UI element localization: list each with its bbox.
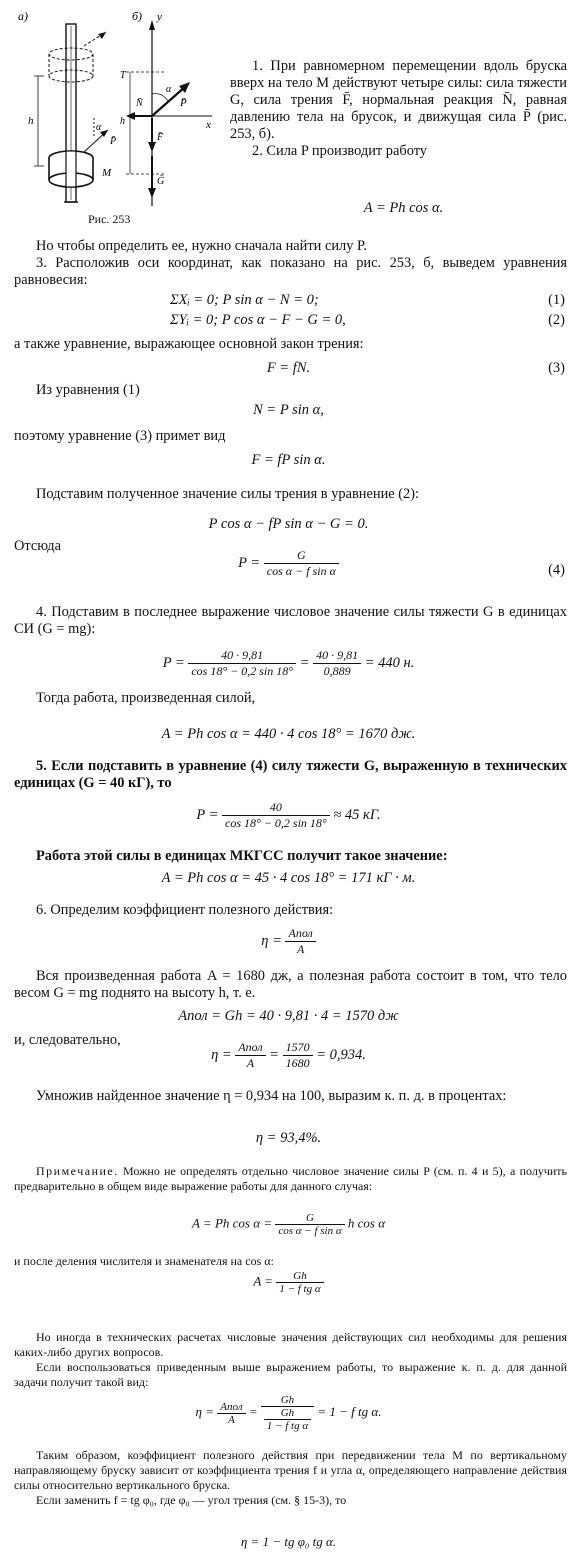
text-therefore: и, следовательно, xyxy=(14,1032,121,1048)
equation-work-si: A = Ph cos α = 440 · 4 cos 18° = 1670 дж. xyxy=(161,726,416,742)
fig-a-height-dim xyxy=(34,76,44,166)
text-mkgss: Работа этой силы в единицах МКГСС получит такое значение: xyxy=(36,848,448,864)
fig-label-b: б) xyxy=(132,9,143,23)
fig-b-label-F: F̄ xyxy=(157,132,164,143)
note-equation-4: η = 1 − tg φ₀ tg α. xyxy=(240,1534,337,1549)
note-equation-3: η = $\frac{\text{Aпол}}{A}$ = $\frac{Gh}{\frac{Gh}{\text{1 − f tg α}}}$ = 1 − f tg α. xyxy=(195,1394,382,1432)
paragraph-1: 1. При равномерном перемещении вдоль бруска вверх на тело M действуют четыре силы: сила тяжести G, сила трения F̄, нормальная реакция N̄, равная давлению тела на брусок, и движущая сила P̄ (рис. 253, б). xyxy=(230,58,567,142)
fig-b-axis-y: y xyxy=(157,11,162,23)
equation-eta-percent: η = 93,4%. xyxy=(255,1130,322,1146)
fig-b-force-G xyxy=(148,156,156,198)
equation-P-tech: P = $\frac{40}{\cos 18^\circ - 0,2 \sin 18^\circ}$ ≈ 45 кГ. xyxy=(196,800,381,830)
fig-a-label-P: P̄ xyxy=(110,136,117,147)
fig-b-label-h: h xyxy=(120,116,125,127)
equation-4-number: (4) xyxy=(548,562,565,578)
equation-2-number: (2) xyxy=(548,312,565,328)
fig-b-axis-x: x xyxy=(206,119,211,131)
equation-useful-work: Aпол = Gh = 40 · 9,81 · 4 = 1570 дж xyxy=(178,1008,399,1024)
equation-substituted: P cos α − fP sin α − G = 0. xyxy=(208,516,369,532)
fig-b-label-N: N̄ xyxy=(136,98,143,109)
fig-b-label-G: Ḡ xyxy=(157,176,165,187)
equation-work-mkgss: A = Ph cos α = 45 · 4 cos 18° = 171 кГ · м. xyxy=(161,870,416,886)
fig-b-axes xyxy=(126,20,212,206)
fig-b-label-T: T xyxy=(120,70,126,81)
equation-4: P = $\frac{G}{\text{cos α − f sin α}}$ xyxy=(0,548,577,579)
equation-P-si: P = $\frac{40 \cdot 9,81}{\cos 18^\circ - 0,2 \sin 18^\circ}$ = $\frac{40 \cdot 9,81}{0,889}$ = 440 н. xyxy=(162,648,415,678)
fig-a-label-h: h xyxy=(28,115,34,127)
fig-a-body-upper-dashed xyxy=(49,32,106,82)
text-eq3-form: поэтому уравнение (3) примет вид xyxy=(14,428,226,444)
paragraph-2: 2. Сила P производит работу xyxy=(252,143,427,159)
note-label: Примечание. xyxy=(36,1164,119,1178)
text-hence: Отсюда xyxy=(14,538,61,554)
note-technical: Но иногда в технических расчетах числовые значения действующих сил необходимы для решения каких-либо других вопросов. Если воспользоваться приведенным выше выражением работы, то выражение к. п. д. для данной задачи получит такой вид: xyxy=(14,1330,567,1389)
equation-eta-value: η = $\frac{\text{Aпол}}{A}$ = $\frac{1570}{1680}$ = 0,934. xyxy=(211,1040,366,1070)
paragraph-4: 4. Подставим в последнее выражение числовое значение силы тяжести G в единицах СИ (G = mg): xyxy=(14,604,567,637)
equation-4-fraction: $\frac{G}{\text{cos α − f sin α}}$ xyxy=(264,548,339,579)
fig-b-force-F xyxy=(148,118,156,152)
paragraph-6: 6. Определим коэффициент полезного действия: xyxy=(36,902,334,918)
note-conclusion: Таким образом, коэффициент полезного действия при передвижении тела M по вертикальному направляющему бруску зависит от коэффициента трения f и угла α, определяющего направление действия силы относительно вертикального бруска. Если заменить f = tg φ₀, где φ₀ — угол трения (см. § 15-3), то xyxy=(14,1448,567,1507)
fig-a-label-M: M xyxy=(102,167,112,179)
text-substitute: Подставим полученное значение силы трения в уравнение (2): xyxy=(36,486,420,502)
fig-b-label-P: P̄ xyxy=(180,97,187,109)
paragraph-3: 3. Расположив оси координат, как показано на рис. 253, б, выведем уравнения равновесия: xyxy=(14,255,567,288)
text-total-work: Вся произведенная работа A = 1680 дж, а полезная работа состоит в том, что тело весом G = mg поднято на высоту h, т. е. xyxy=(14,968,567,1001)
text-friction-law: а также уравнение, выражающее основной закон трения: xyxy=(14,336,364,352)
fig-a-label-alpha: α xyxy=(96,122,102,133)
paragraph-5: 5. Если подставить в уравнение (4) силу тяжести G, выраженную в технических единицах (G = 40 кГ), то xyxy=(14,758,567,791)
figure-caption: Рис. 253 xyxy=(88,212,131,226)
equation-2: ΣYᵢ = 0; P cos α − F − G = 0, xyxy=(170,312,346,328)
section-find-P: Но чтобы определить ее, нужно сначала найти силу P. 3. Расположив оси координат, как показано на рис. 253, б, выведем уравнения равновесия: xyxy=(14,238,567,288)
intro-block xyxy=(230,58,567,160)
equation-F: F = fP sin α. xyxy=(251,452,326,468)
equation-eta: η = $\frac{\text{Aпол}}{A}$ xyxy=(0,926,577,957)
equation-3-number: (3) xyxy=(548,360,565,376)
equation-3: F = fN. xyxy=(266,360,311,376)
text-percent: Умножив найденное значение η = 0,934 на 100, выразим к. п. д. в процентах: xyxy=(36,1088,507,1104)
equation-N: N = P sin α, xyxy=(253,402,324,418)
equation-1: ΣXᵢ = 0; P sin α − N = 0; xyxy=(170,292,319,308)
text-from-eq1: Из уравнения (1) xyxy=(36,382,140,398)
note-equation-2: A = $\frac{Gh}{\text{1 − f tg α}}$ xyxy=(0,1270,577,1295)
note-section: Примечание. Можно не определять отдельно числовое значение силы P (см. п. 4 и 5), а получить предварительно в общем виде выражение работы для данного случая: xyxy=(14,1164,567,1193)
equation-1-number: (1) xyxy=(548,292,565,308)
fig-label-a: а) xyxy=(18,9,28,23)
fig-b-label-alpha: α xyxy=(166,84,172,95)
text-then-work: Тогда работа, произведенная силой, xyxy=(36,690,256,706)
equation-work: A = Ph cos α. xyxy=(363,200,444,216)
figure-253 xyxy=(14,6,224,234)
note-equation-1: A = Ph cos α = $\frac{G}{\text{cos α − f sin α}}$ h cos α xyxy=(191,1212,386,1237)
note-after-division: и после деления числителя и знаменателя на cos α: xyxy=(14,1254,274,1268)
